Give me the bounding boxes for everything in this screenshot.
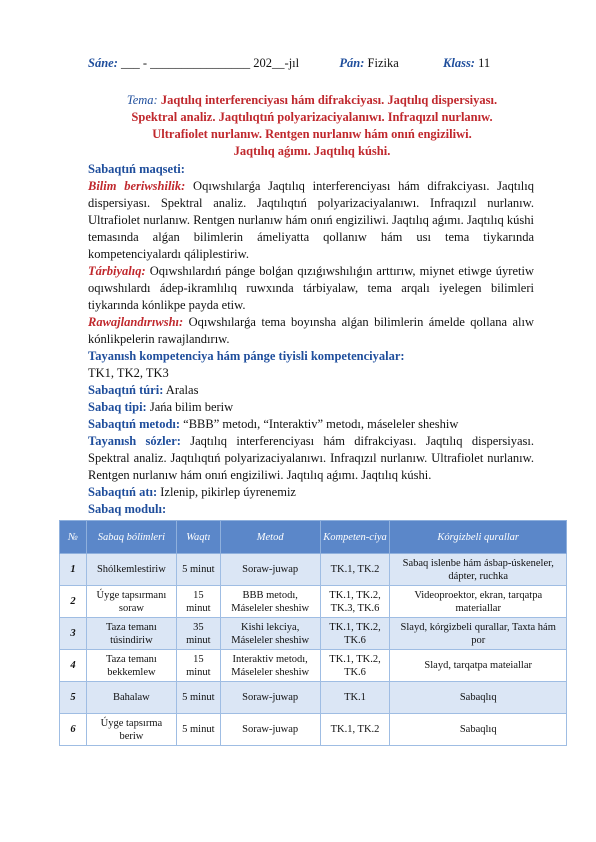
lesson-method-value: “BBB” metodı, “Interaktiv” metodı, máseleler sheshiw bbox=[180, 417, 459, 431]
row-competency: TK.1, TK.2, TK.6 bbox=[320, 618, 390, 650]
date-day: ___ bbox=[121, 56, 140, 70]
lesson-module-table bbox=[59, 520, 567, 746]
row-method: Soraw-juwap bbox=[220, 554, 320, 586]
row-section: Taza temanı túsindiriw bbox=[86, 618, 176, 650]
row-time: 15 minut bbox=[176, 586, 220, 618]
row-section: Taza temanı bekkemlew bbox=[86, 650, 176, 682]
date-dash: - bbox=[142, 56, 148, 70]
topic-line-4: Jaqtılıq aǵımı. Jaqtılıq kúshi. bbox=[233, 144, 391, 158]
row-method: Soraw-juwap bbox=[220, 682, 320, 714]
row-materials: Videoproektor, ekran, tarqatpa materiallar bbox=[390, 586, 567, 618]
aim-heading: Sabaqtıń maqseti: bbox=[88, 162, 185, 176]
lesson-method-label: Sabaqtıń metodı: bbox=[88, 417, 181, 431]
upbringing-text: Oqıwshılardıń pánge bolǵan qızıǵıwshılıǵın arttırıw, miynet etiwge úyretiw oqıwshılardı ádep-ikramlılıq ruwxında tárbiyalaw, tema arqalı iyelegen bilimleri tiykarında kónlikpe payda etiw. bbox=[88, 264, 534, 312]
lesson-motto-value: Izlenip, pikirlep úyrenemiz bbox=[157, 485, 296, 499]
header-line bbox=[88, 56, 548, 71]
row-competency: TK.1, TK.2 bbox=[320, 554, 390, 586]
table-row bbox=[60, 714, 567, 746]
row-materials: Slayd, tarqatpa mateiallar bbox=[390, 650, 567, 682]
keywords-value: Jaqtılıq interferenciyası hám difrakciyası. Jaqtılıq dispersiyası. Spektral analiz. Jaqtılıqtıń polyarizaciyalanıwı. Infraqızıl nurlanıw. Ultrafiolet nurlanıw. Rentgen nurlanıw hám onıń engiziliwi. Jaqtılıq aǵımı. Jaqtılıq kúshi. bbox=[88, 434, 534, 482]
lesson-motto-label: Sabaqtıń atı: bbox=[88, 485, 158, 499]
date-year: 202__-jıl bbox=[253, 56, 300, 70]
lesson-type-label: Sabaqtıń túri: bbox=[88, 383, 164, 397]
row-number: 5 bbox=[60, 682, 87, 714]
row-materials: Sabaqlıq bbox=[390, 682, 567, 714]
col-method: Metod bbox=[220, 521, 320, 554]
row-number: 3 bbox=[60, 618, 87, 650]
row-section: Úyge tapsırmanı soraw bbox=[86, 586, 176, 618]
col-competency: Kompeten-ciya bbox=[320, 521, 390, 554]
lesson-type bbox=[88, 382, 534, 399]
row-number: 2 bbox=[60, 586, 87, 618]
lesson-kind-value: Jańa bilim beriw bbox=[146, 400, 234, 414]
col-materials: Kórgizbeli qurallar bbox=[390, 521, 567, 554]
topic-line-1: Jaqtılıq interferenciyası hám difrakciyası. Jaqtılıq dispersiyası. bbox=[160, 93, 498, 107]
row-method: Soraw-juwap bbox=[220, 714, 320, 746]
row-number: 1 bbox=[60, 554, 87, 586]
date-label: Sáne: bbox=[88, 56, 118, 70]
row-section: Bahalaw bbox=[86, 682, 176, 714]
table-row bbox=[60, 554, 567, 586]
keywords-label: Tayanısh sózler: bbox=[88, 434, 181, 448]
row-time: 5 minut bbox=[176, 554, 220, 586]
table-header-row bbox=[60, 521, 567, 554]
topic-line-3: Ultrafiolet nurlanıw. Rentgen nurlanıw hám onıń engiziliwi. bbox=[152, 127, 472, 141]
topic-line-2: Spektral analiz. Jaqtılıqtıń polyarizaciyalanıwı. Infraqızıl nurlanıw. bbox=[131, 110, 493, 124]
date-month: ________________ bbox=[150, 56, 251, 70]
col-section: Sabaq bólimleri bbox=[86, 521, 176, 554]
row-competency: TK.1, TK.2 bbox=[320, 714, 390, 746]
row-competency: TK.1 bbox=[320, 682, 390, 714]
topic-block bbox=[88, 92, 536, 160]
subject-label: Pán: bbox=[339, 56, 365, 70]
table-row bbox=[60, 682, 567, 714]
lesson-type-value: Aralas bbox=[163, 383, 199, 397]
lesson-kind-label: Sabaq tipi: bbox=[88, 400, 147, 414]
subject-value: Fizika bbox=[367, 56, 399, 70]
row-competency: TK.1, TK.2, TK.3, TK.6 bbox=[320, 586, 390, 618]
row-method: BBB metodı, Máseleler sheshiw bbox=[220, 586, 320, 618]
class-label: Klass: bbox=[443, 56, 475, 70]
row-method: Interaktiv metodı, Máseleler sheshiw bbox=[220, 650, 320, 682]
developmental-text: Oqıwshılarǵa tema boyınsha alǵan bilimlerin ámelde qollana alıw kónlikpelerin rawajlandırıw. bbox=[88, 315, 534, 346]
col-time: Waqtı bbox=[176, 521, 220, 554]
developmental-aim bbox=[88, 314, 534, 348]
upbringing-aim bbox=[88, 263, 534, 314]
table-row bbox=[60, 586, 567, 618]
row-materials: Slayd, kórgizbeli qurallar, Taxta hám por bbox=[390, 618, 567, 650]
competency-heading: Tayanısh kompetenciya hám pánge tiyisli kompetenciyalar: bbox=[88, 349, 405, 363]
lesson-motto bbox=[88, 484, 534, 501]
developmental-label: Rawajlandırıwshı: bbox=[88, 315, 184, 329]
row-time: 5 minut bbox=[176, 714, 220, 746]
lesson-body bbox=[88, 161, 534, 518]
row-competency: TK.1, TK.2, TK.6 bbox=[320, 650, 390, 682]
row-method: Kishi lekciya, Máseleler sheshiw bbox=[220, 618, 320, 650]
col-number: № bbox=[60, 521, 87, 554]
topic-label: Tema: bbox=[126, 93, 158, 107]
row-number: 4 bbox=[60, 650, 87, 682]
row-number: 6 bbox=[60, 714, 87, 746]
competency-value: TK1, TK2, TK3 bbox=[88, 366, 169, 380]
lesson-method bbox=[88, 416, 534, 433]
table-row bbox=[60, 650, 567, 682]
row-materials: Sabaq islenbe hám ásbap-úskeneler, dápter, ruchka bbox=[390, 554, 567, 586]
educational-text: Oqıwshılarǵa Jaqtılıq interferenciyası hám difrakciyası. Jaqtılıq dispersiyası. Spektral analiz. Jaqtılıqtıń polyarizaciyalanıwı. Infraqızıl nurlanıw. Ultrafiolet nurlanıw. Rentgen nurlanıw hám onıń engiziliwi. Jaqtılıq aǵımı. Jaqtılıq kúshi temasında alǵan bilimlerin ámeliyatta qollanıw hám usı tema tiykarında kompetenciyalardı qáliplestiriw. bbox=[88, 179, 534, 261]
educational-aim bbox=[88, 178, 534, 263]
row-time: 35 minut bbox=[176, 618, 220, 650]
row-time: 15 minut bbox=[176, 650, 220, 682]
keywords bbox=[88, 433, 534, 484]
class-value: 11 bbox=[478, 56, 491, 70]
table-row bbox=[60, 618, 567, 650]
lesson-kind bbox=[88, 399, 534, 416]
upbringing-label: Tárbiyalıq: bbox=[88, 264, 146, 278]
educational-label: Bilim beriwshilik: bbox=[88, 179, 186, 193]
row-section: Shólkemlestiriw bbox=[86, 554, 176, 586]
row-time: 5 minut bbox=[176, 682, 220, 714]
row-section: Úyge tapsırma beriw bbox=[86, 714, 176, 746]
module-heading: Sabaq modulı: bbox=[88, 502, 167, 516]
row-materials: Sabaqlıq bbox=[390, 714, 567, 746]
